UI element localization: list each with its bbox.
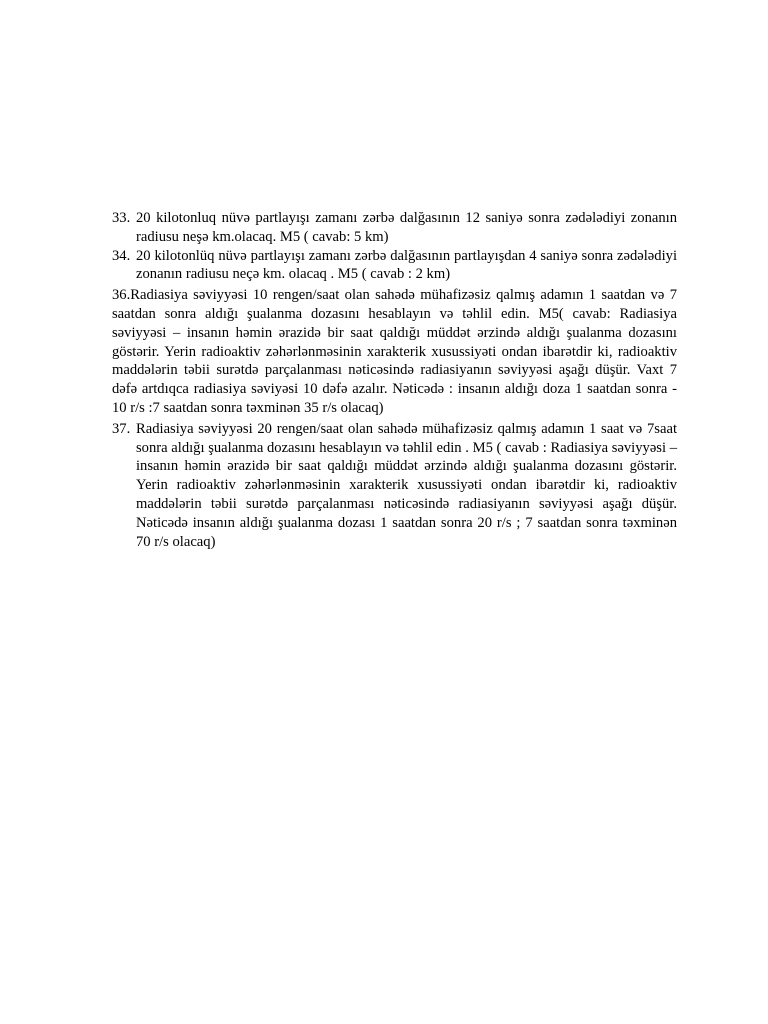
list-item-number: 36. <box>112 287 131 304</box>
list-item-text: Radiasiya səviyyəsi 10 rengen/saat olan sahədə mühafizəsiz qalmış adamın 1 saatdan və 7 saatdan sonra aldığı şualanma dozasını hesablayın və təhlil edin. M5( cavab: Radiasiya səviyyəsi – insanın həmin ərazidə bir saat qaldığı müddət ərzində aldığı şualanma dozasını göstərir. Yerin radioaktiv zəhərlənməsinin xarakterik xusussiyəti ondan ibarətdir ki, radioaktiv maddələrin təbii surətdə parçalanması nəticəsində radiasiyanın səviyyəsi aşağı düşür. Vaxt 7 dəfə artdıqca radiasiya səviyəsi 10 dəfə azalır. Nəticədə : insanın aldığı doza 1 saatdan sonra - 10 r/s :7 saatdan sonra təxminən 35 r/s olacaq) <box>112 287 677 416</box>
list-item-34 <box>112 247 677 285</box>
list-item-number: 33. <box>112 210 131 226</box>
list-item-number: 34. <box>112 247 131 264</box>
list-item-text: 20 kilotonlüq nüvə partlayışı zamanı zərbə dalğasının partlayışdan 4 saniyə sonra zədələdiyi zonanın radiusu neçə km. olacaq . M5 ( cavab : 2 km) <box>136 247 677 283</box>
list-item-36 <box>112 286 677 418</box>
list-item-37 <box>112 420 677 552</box>
list-item-33 <box>112 209 677 247</box>
list-item-text: 20 kilotonluq nüvə partlayışı zamanı zərbə dalğasının 12 saniyə sonra zədələdiyi zonanın radiusu neşə km.olacaq. M5 ( cavab: 5 km) <box>136 210 677 245</box>
list-item-text: Radiasiya səviyyəsi 20 rengen/saat olan sahədə mühafizəsiz qalmış adamın 1 saat və 7saat sonra aldığı şualanma dozasını hesablayın və təhlil edin . M5 ( cavab : Radiasiya səviyyəsi – insanın həmin ərazidə bir saat qaldığı müddət ərzində aldığı şualanma dozasını göstərir. Yerin radioaktiv zəhərlənməsinin xarakterik xusussiyəti ondan ibarətdir ki, radioaktiv maddələrin təbii surətdə parçalanması nəticəsində radiasiyanın səviyyəsi aşağı düşür. Nəticədə insanın aldığı şualanma dozası 1 saatdan sonra 20 r/s ; 7 saatdan sonra təxminən 70 r/s olacaq) <box>136 420 677 550</box>
list-item-number: 37. <box>112 420 131 437</box>
document-body <box>112 209 677 551</box>
